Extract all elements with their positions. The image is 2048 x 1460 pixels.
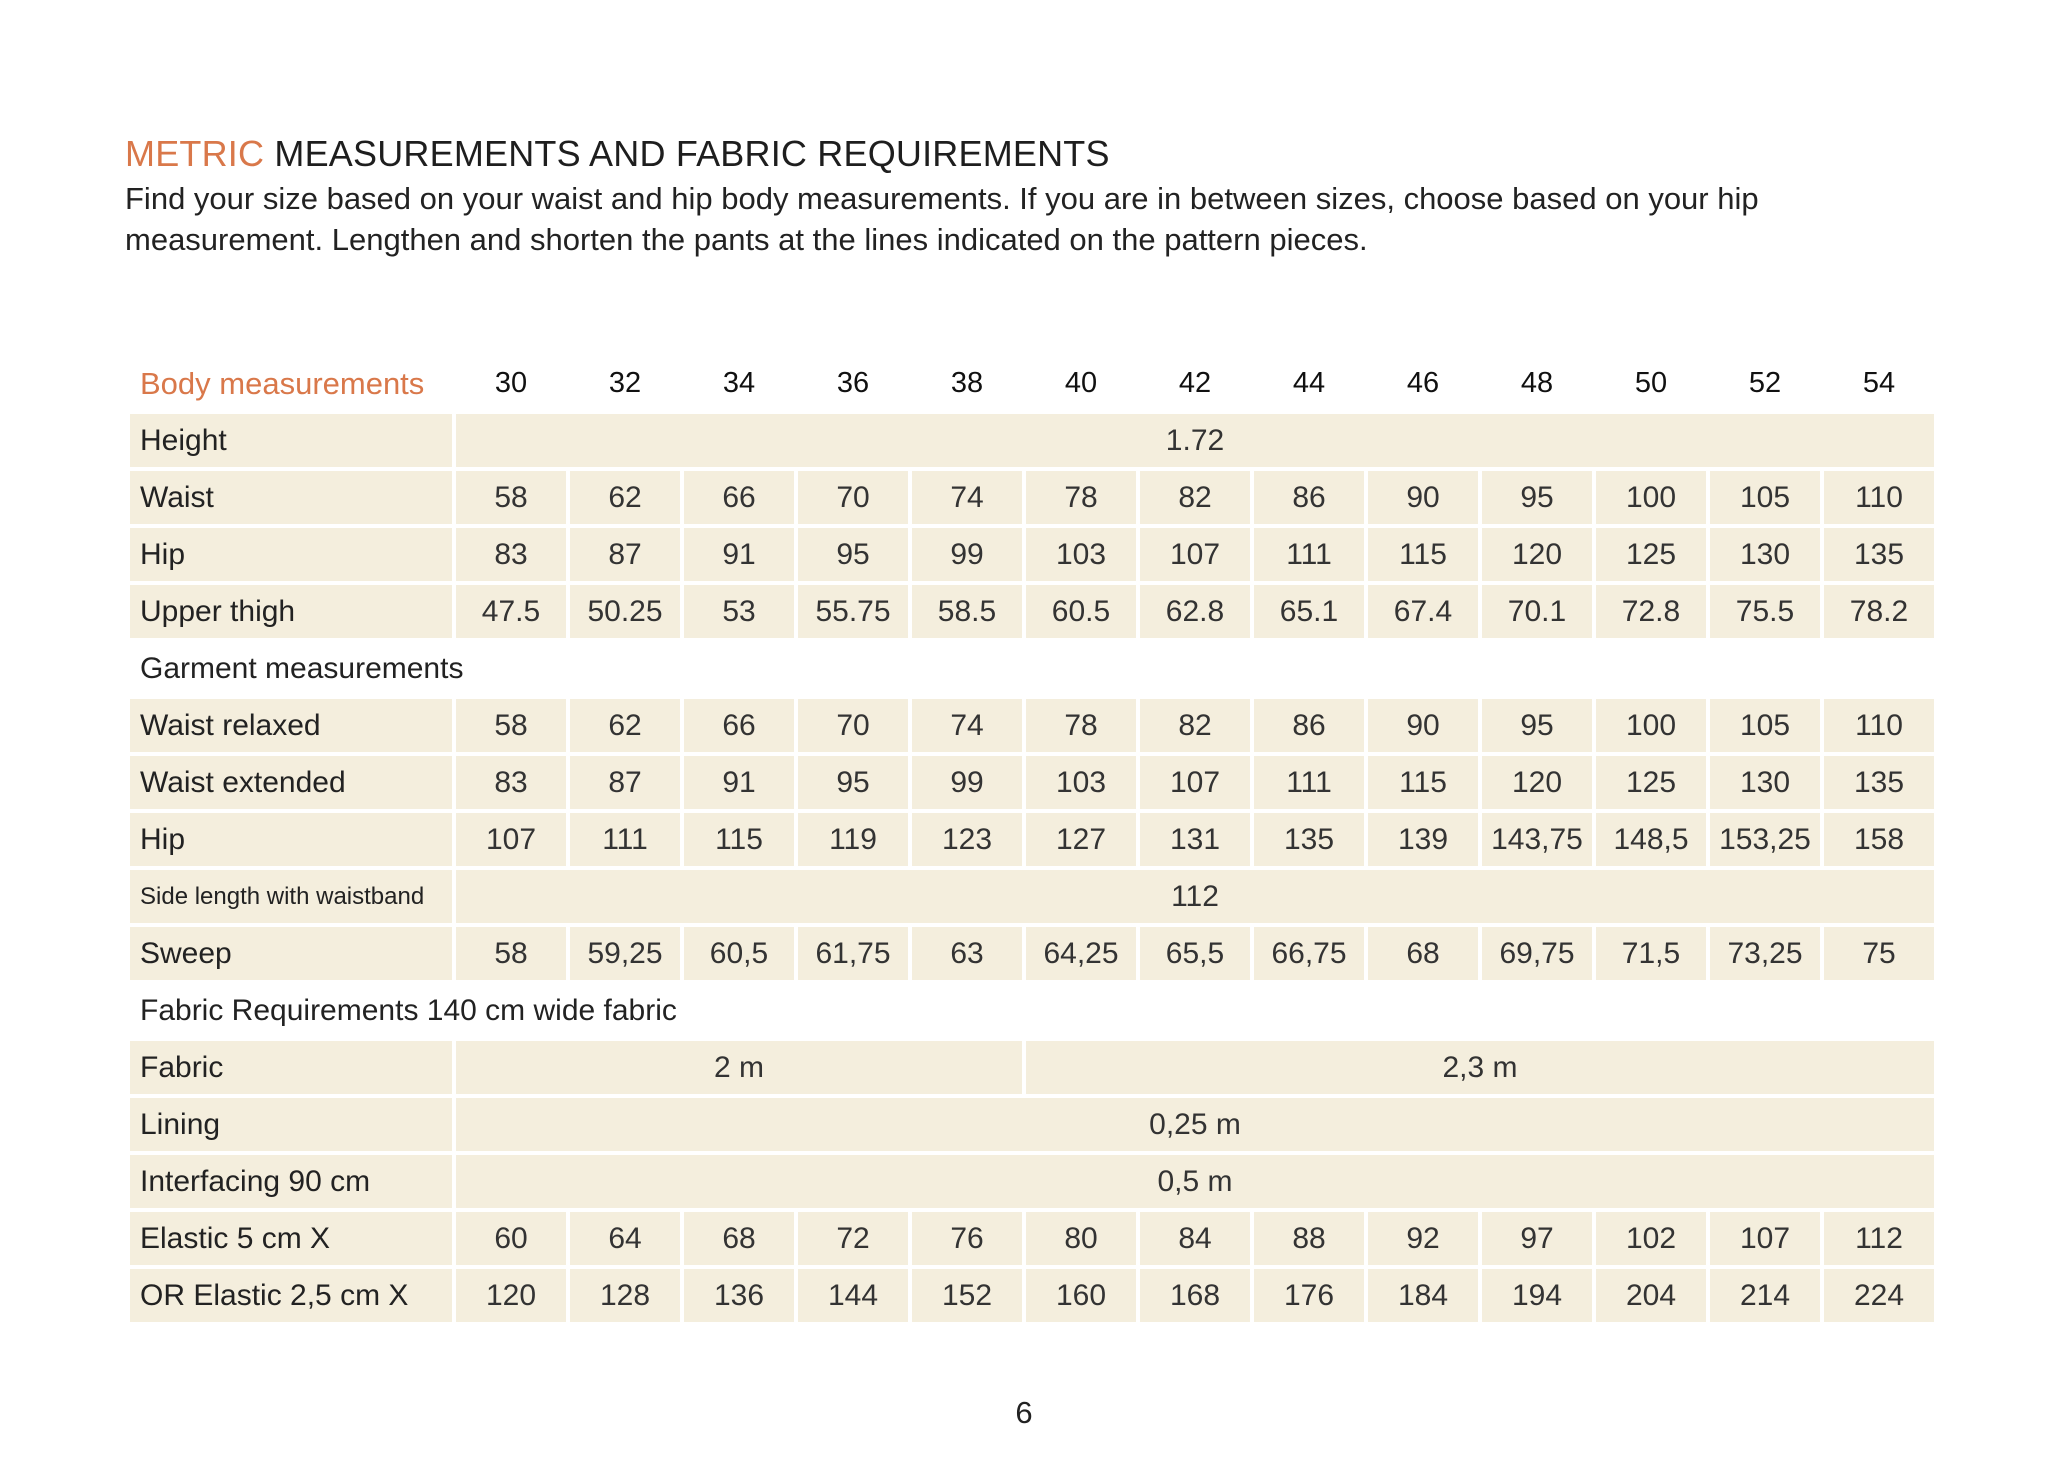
table-cell: 135 <box>1824 756 1934 809</box>
size-heading: 50 <box>1634 367 1668 399</box>
table-cell: 194 <box>1482 1269 1592 1322</box>
table-cell: 115 <box>1368 756 1478 809</box>
table-cell: 95 <box>798 756 908 809</box>
table-cell: 62.8 <box>1140 585 1250 638</box>
size-heading: 36 <box>836 367 870 399</box>
table-cell: 66,75 <box>1254 927 1364 980</box>
table-cell: 58 <box>456 699 566 752</box>
table-cell: 110 <box>1824 699 1934 752</box>
table-cell: 64,25 <box>1026 927 1136 980</box>
size-header-row <box>130 357 1934 410</box>
table-cell: 160 <box>1026 1269 1136 1322</box>
table-cell: 130 <box>1710 756 1820 809</box>
table-cell: 61,75 <box>798 927 908 980</box>
table-row-height <box>130 414 1934 467</box>
table-cell: 76 <box>912 1212 1022 1265</box>
table-cell: 148,5 <box>1596 813 1706 866</box>
row-label: Fabric <box>130 1041 452 1094</box>
spanning-cell: 2,3 m <box>1026 1041 1934 1094</box>
table-cell: 214 <box>1710 1269 1820 1322</box>
size-heading: 38 <box>950 367 984 399</box>
table-row-garment-hip <box>130 813 1934 866</box>
row-label: Lining <box>130 1098 452 1151</box>
table-cell: 63 <box>912 927 1022 980</box>
table-cell: 119 <box>798 813 908 866</box>
table-cell: 74 <box>912 699 1022 752</box>
table-cell: 91 <box>684 528 794 581</box>
table-cell: 176 <box>1254 1269 1364 1322</box>
size-heading: 42 <box>1178 367 1212 399</box>
size-heading: 54 <box>1862 367 1896 399</box>
table-cell: 55.75 <box>798 585 908 638</box>
table-cell: 62 <box>570 699 680 752</box>
table-cell: 99 <box>912 756 1022 809</box>
table-cell: 144 <box>798 1269 908 1322</box>
table-cell: 91 <box>684 756 794 809</box>
section-row-garment <box>130 642 1934 695</box>
table-cell: 105 <box>1710 699 1820 752</box>
table-cell: 111 <box>1254 756 1364 809</box>
table-cell: 87 <box>570 528 680 581</box>
table-cell: 72 <box>798 1212 908 1265</box>
table-cell: 135 <box>1254 813 1364 866</box>
table-cell: 95 <box>1482 699 1592 752</box>
table-cell: 58.5 <box>912 585 1022 638</box>
size-heading: 46 <box>1406 367 1440 399</box>
title-accent: METRIC <box>125 133 265 174</box>
table-cell: 139 <box>1368 813 1478 866</box>
table-cell: 86 <box>1254 699 1364 752</box>
spanning-cell: 2 m <box>456 1041 1022 1094</box>
table-row-side-length <box>130 870 1934 923</box>
table-cell: 204 <box>1596 1269 1706 1322</box>
table-cell: 70 <box>798 471 908 524</box>
size-heading: 30 <box>494 367 528 399</box>
table-cell: 112 <box>1824 1212 1934 1265</box>
fabric-section-heading: Fabric Requirements 140 cm wide fabric <box>140 993 677 1027</box>
table-cell: 107 <box>1140 756 1250 809</box>
table-cell: 83 <box>456 528 566 581</box>
table-cell: 125 <box>1596 528 1706 581</box>
table-cell: 102 <box>1596 1212 1706 1265</box>
table-cell: 47.5 <box>456 585 566 638</box>
table-cell: 92 <box>1368 1212 1478 1265</box>
row-label: OR Elastic 2,5 cm X <box>130 1269 452 1322</box>
table-row-interfacing <box>130 1155 1934 1208</box>
table-cell: 82 <box>1140 471 1250 524</box>
table-cell: 131 <box>1140 813 1250 866</box>
row-label: Waist relaxed <box>130 699 452 752</box>
table-cell: 130 <box>1710 528 1820 581</box>
table-cell: 135 <box>1824 528 1934 581</box>
table-cell: 127 <box>1026 813 1136 866</box>
row-label: Hip <box>130 528 452 581</box>
table-cell: 53 <box>684 585 794 638</box>
table-cell: 128 <box>570 1269 680 1322</box>
row-label: Elastic 5 cm X <box>130 1212 452 1265</box>
table-cell: 115 <box>1368 528 1478 581</box>
table-cell: 115 <box>684 813 794 866</box>
table-cell: 82 <box>1140 699 1250 752</box>
table-cell: 120 <box>456 1269 566 1322</box>
row-label: Sweep <box>130 927 452 980</box>
table-cell: 97 <box>1482 1212 1592 1265</box>
spanning-cell: 1.72 <box>456 414 1934 467</box>
table-cell: 58 <box>456 471 566 524</box>
table-cell: 105 <box>1710 471 1820 524</box>
table-cell: 65,5 <box>1140 927 1250 980</box>
size-heading: 40 <box>1064 367 1098 399</box>
table-cell: 69,75 <box>1482 927 1592 980</box>
table-cell: 66 <box>684 699 794 752</box>
table-cell: 74 <box>912 471 1022 524</box>
table-row-waist-extended <box>130 756 1934 809</box>
table-cell: 75 <box>1824 927 1934 980</box>
table-row-hip <box>130 528 1934 581</box>
table-cell: 60 <box>456 1212 566 1265</box>
table-cell: 88 <box>1254 1212 1364 1265</box>
table-cell: 110 <box>1824 471 1934 524</box>
row-label: Hip <box>130 813 452 866</box>
table-cell: 86 <box>1254 471 1364 524</box>
table-cell: 83 <box>456 756 566 809</box>
page-number: 6 <box>1015 1395 1033 1430</box>
table-cell: 103 <box>1026 528 1136 581</box>
table-row-elastic-5cm <box>130 1212 1934 1265</box>
row-label: Waist <box>130 471 452 524</box>
size-heading: 48 <box>1520 367 1554 399</box>
table-cell: 103 <box>1026 756 1136 809</box>
section-row-fabric <box>130 984 1934 1037</box>
table-cell: 153,25 <box>1710 813 1820 866</box>
table-row-waist <box>130 471 1934 524</box>
table-cell: 90 <box>1368 471 1478 524</box>
table-cell: 100 <box>1596 471 1706 524</box>
table-cell: 123 <box>912 813 1022 866</box>
row-label: Height <box>130 414 452 467</box>
table-cell: 107 <box>1710 1212 1820 1265</box>
table-cell: 78.2 <box>1824 585 1934 638</box>
table-row-lining <box>130 1098 1934 1151</box>
page-title <box>125 133 1110 175</box>
table-cell: 120 <box>1482 756 1592 809</box>
size-heading: 52 <box>1748 367 1782 399</box>
table-cell: 87 <box>570 756 680 809</box>
table-cell: 107 <box>456 813 566 866</box>
table-cell: 111 <box>1254 528 1364 581</box>
table-cell: 58 <box>456 927 566 980</box>
table-cell: 70.1 <box>1482 585 1592 638</box>
table-cell: 80 <box>1026 1212 1136 1265</box>
table-row-fabric <box>130 1041 1934 1094</box>
table-cell: 66 <box>684 471 794 524</box>
row-label: Side length with waistband <box>130 870 452 923</box>
table-cell: 84 <box>1140 1212 1250 1265</box>
table-row-upper-thigh <box>130 585 1934 638</box>
table-cell: 107 <box>1140 528 1250 581</box>
table-cell: 184 <box>1368 1269 1478 1322</box>
title-rest: MEASUREMENTS AND FABRIC REQUIREMENTS <box>274 133 1110 174</box>
table-cell: 99 <box>912 528 1022 581</box>
table-cell: 70 <box>798 699 908 752</box>
table-row-waist-relaxed <box>130 699 1934 752</box>
table-cell: 158 <box>1824 813 1934 866</box>
row-label: Interfacing 90 cm <box>130 1155 452 1208</box>
table-cell: 68 <box>684 1212 794 1265</box>
table-cell: 60,5 <box>684 927 794 980</box>
table-cell: 59,25 <box>570 927 680 980</box>
table-cell: 65.1 <box>1254 585 1364 638</box>
table-cell: 152 <box>912 1269 1022 1322</box>
table-cell: 224 <box>1824 1269 1934 1322</box>
table-cell: 72.8 <box>1596 585 1706 638</box>
table-cell: 100 <box>1596 699 1706 752</box>
table-cell: 75.5 <box>1710 585 1820 638</box>
table-cell: 125 <box>1596 756 1706 809</box>
table-row-elastic-2-5cm <box>130 1269 1934 1322</box>
row-label: Waist extended <box>130 756 452 809</box>
spanning-cell: 112 <box>456 870 1934 923</box>
table-row-sweep <box>130 927 1934 980</box>
table-cell: 90 <box>1368 699 1478 752</box>
table-cell: 111 <box>570 813 680 866</box>
table-cell: 64 <box>570 1212 680 1265</box>
table-cell: 136 <box>684 1269 794 1322</box>
garment-section-heading: Garment measurements <box>140 651 464 685</box>
table-cell: 73,25 <box>1710 927 1820 980</box>
table-cell: 120 <box>1482 528 1592 581</box>
table-cell: 67.4 <box>1368 585 1478 638</box>
size-heading: 32 <box>608 367 642 399</box>
table-cell: 143,75 <box>1482 813 1592 866</box>
row-label: Upper thigh <box>130 585 452 638</box>
table-cell: 78 <box>1026 699 1136 752</box>
spanning-cell: 0,5 m <box>456 1155 1934 1208</box>
table-cell: 68 <box>1368 927 1478 980</box>
table-cell: 60.5 <box>1026 585 1136 638</box>
size-heading: 44 <box>1292 367 1326 399</box>
table-cell: 95 <box>798 528 908 581</box>
size-chart-table <box>126 353 1938 1326</box>
spanning-cell: 0,25 m <box>456 1098 1934 1151</box>
size-heading: 34 <box>722 367 756 399</box>
table-cell: 71,5 <box>1596 927 1706 980</box>
table-cell: 78 <box>1026 471 1136 524</box>
body-measurements-heading: Body measurements <box>140 365 425 401</box>
intro-text: Find your size based on your waist and hip body measurements. If you are in between sizes, choose based on your hip measurement. Lengthen and shorten the pants at the lines indicated on the pattern pieces. <box>125 181 1759 257</box>
table-cell: 62 <box>570 471 680 524</box>
table-cell: 95 <box>1482 471 1592 524</box>
table-cell: 168 <box>1140 1269 1250 1322</box>
table-cell: 50.25 <box>570 585 680 638</box>
